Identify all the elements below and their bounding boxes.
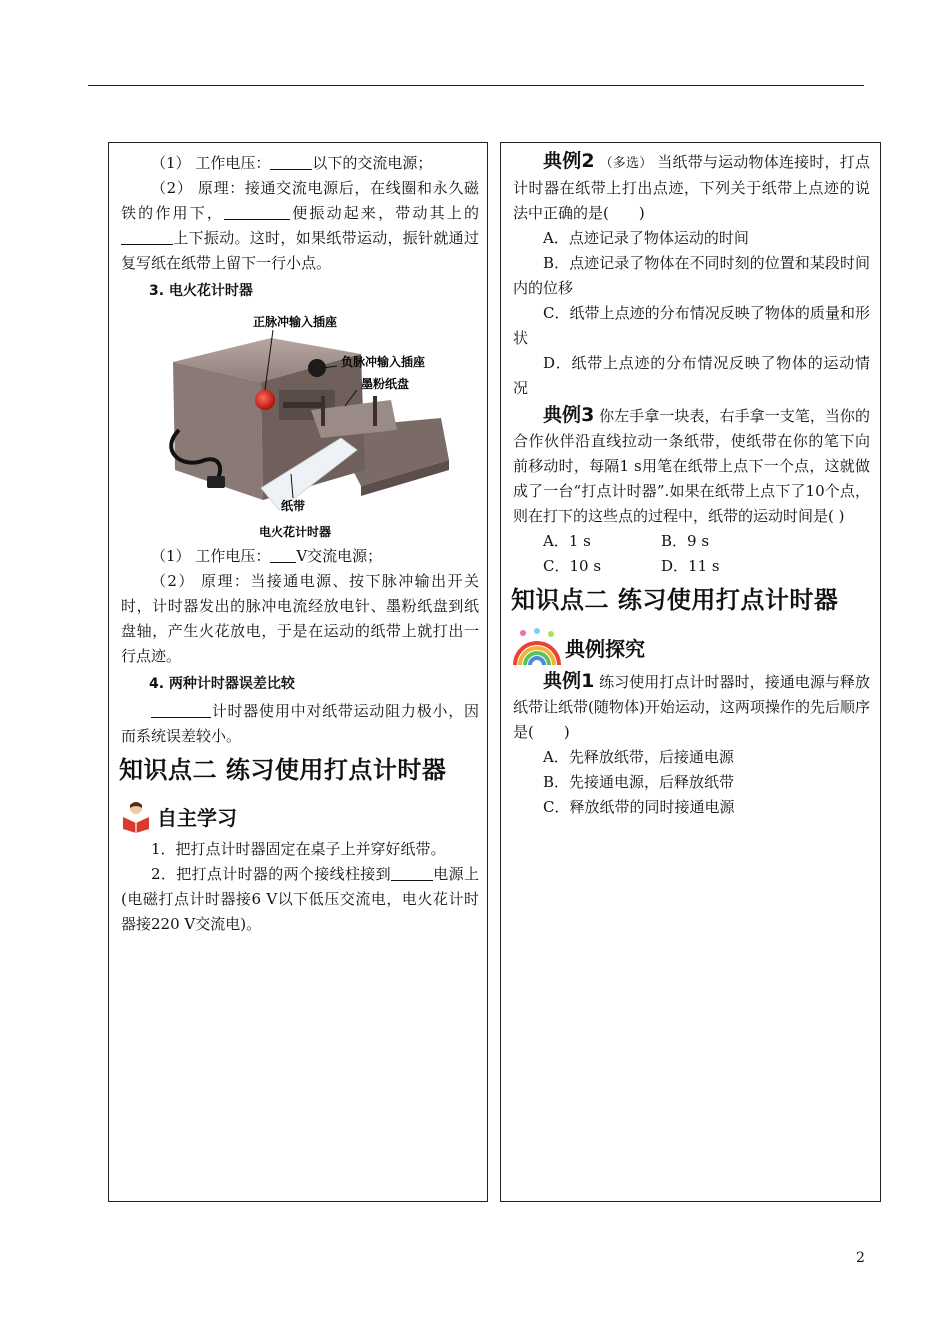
section-title: 知识点二 练习使用打点计时器 bbox=[119, 756, 447, 784]
reading-child-icon bbox=[119, 799, 153, 833]
example-1-stem: 典例1 练习使用打点计时器时，接通电源与释放纸带让纸带(随物体)开始运动，这两项操作的先后顺序是( ) bbox=[513, 670, 870, 741]
step-2: 2．把打点计时器的两个接线柱接到 电源上(电磁打点计时器接6 V以下低压交流电，电火花计时器接220 V交流电)。 bbox=[121, 865, 479, 933]
example-3-stem: 典例3 你左手拿一块表，右手拿一支笔，当你的合作伙伴沿直线拉动一条纸带，使纸带在你的笔下向前移动时，每隔1 s用笔在纸带上点下一个点，这就做成了一台“打点计时器”.如果在纸带上点下了10个点，则在打下的这些点的过程中，纸带的运动时间是( ) bbox=[513, 404, 870, 525]
example-2-option-a: A．点迹记录了物体运动的时间 bbox=[543, 229, 749, 247]
blank bbox=[151, 702, 211, 718]
label-toner-disk: 墨粉纸盘 bbox=[361, 377, 410, 391]
blank bbox=[270, 154, 312, 170]
example-3-options-row-1 bbox=[513, 529, 870, 554]
self-study-header: 自主学习 bbox=[119, 795, 479, 837]
principle-paragraph-2: （2） 原理：当接通电源、按下脉冲输出开关时，计时器发出的脉冲电流经放电针、墨粉纸盘到纸盘轴，产生火花放电，于是在运动的纸带上就打出一行点迹。 bbox=[121, 572, 479, 665]
example-explore-header: 典例探究 bbox=[511, 625, 870, 669]
blank bbox=[391, 865, 433, 881]
example-2-option-d: D．纸带上点迹的分布情况反映了物体的运动情况 bbox=[513, 354, 870, 397]
left-column bbox=[108, 142, 488, 1202]
spark-timer-figure bbox=[161, 310, 457, 540]
rainbow-icon bbox=[511, 627, 563, 667]
label-paper-tape: 纸带 bbox=[281, 499, 306, 513]
blank bbox=[224, 204, 290, 220]
subheading-error-comparison: 4. 两种计时器误差比较 bbox=[149, 676, 295, 692]
example-3-option-a: A．1 s bbox=[543, 532, 591, 550]
positive-socket bbox=[255, 390, 275, 410]
principle-paragraph-1: （2） 原理：接通交流电源后，在线圈和永久磁铁的作用下， 便振动起来，带动其上的上下振动。这时，如果纸带运动，振针就通过复写纸在纸带上留下一行小点。 bbox=[121, 179, 479, 272]
voltage-line-1: （1） 工作电压： 以下的交流电源； bbox=[151, 154, 433, 172]
step-1: 1．把打点计时器固定在桌子上并穿好纸带。 bbox=[151, 840, 446, 858]
section-title: 知识点二 练习使用打点计时器 bbox=[511, 586, 839, 614]
error-comparison-text: 计时器使用中对纸带运动阻力极小，因而系统误差较小。 bbox=[121, 702, 479, 745]
example-3-option-c: C．10 s bbox=[543, 557, 602, 575]
page-number: 2 bbox=[856, 1250, 865, 1266]
example-2-option-b: B．点迹记录了物体在不同时刻的位置和某段时间内的位移 bbox=[513, 254, 870, 297]
header-rule bbox=[88, 85, 864, 86]
example-1-option-a: A．先释放纸带，后接通电源 bbox=[543, 748, 734, 766]
blank bbox=[270, 547, 296, 563]
example-2-stem: 典例2 （多选） 当纸带与运动物体连接时，打点计时器在纸带上打出点迹，下列关于纸带上点迹的说法中正确的是( ) bbox=[513, 150, 870, 222]
figure-caption: 电火花计时器 bbox=[259, 525, 332, 539]
blank bbox=[121, 229, 173, 245]
voltage-line-2: （1） 工作电压： V交流电源； bbox=[151, 547, 383, 565]
subheading-spark-timer: 3. 电火花计时器 bbox=[149, 283, 253, 299]
example-3-option-d: D．11 s bbox=[661, 557, 720, 575]
example-1-option-c: C．释放纸带的同时接通电源 bbox=[543, 798, 735, 816]
example-3-option-b: B．9 s bbox=[661, 532, 710, 550]
example-1-option-b: B．先接通电源，后释放纸带 bbox=[543, 773, 735, 791]
right-column bbox=[500, 142, 881, 1202]
label-negative-socket: 负脉冲输入插座 bbox=[341, 355, 426, 369]
example-2-option-c: C．纸带上点迹的分布情况反映了物体的质量和形状 bbox=[513, 304, 870, 347]
label-positive-socket: 正脉冲输入插座 bbox=[253, 315, 338, 329]
example-3-options-row-2 bbox=[513, 554, 870, 579]
